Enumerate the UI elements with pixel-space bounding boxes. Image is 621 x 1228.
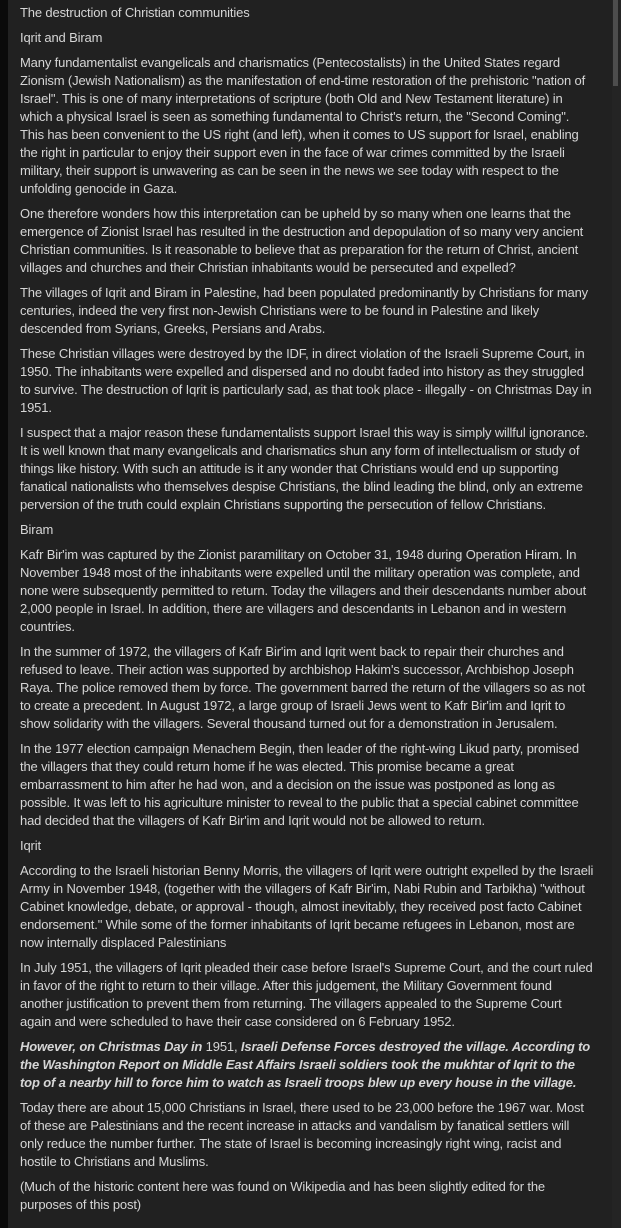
paragraph: One therefore wonders how this interpretation can be upheld by so many when one learns that the emergence of Zionist Israel has resulted in the destruction and depopulation of so many very ancient Christian communities. Is it reasonable to believe that as preparation for the return of Christ, ancient villages and churches and their Christian inhabitants would be persecuted and expelled? [20,206,584,275]
scrollbar-track[interactable] [612,0,621,1228]
paragraph: In the 1977 election campaign Menachem Begin, then leader of the right-wing Likud party, promised the villagers that they could return home if he was elected. This promise became a great embarrassment to him after he had won, and a decision on the issue was postponed as long as possible. It was left to his agriculture minister to reveal to the public that a special cabinet committee had decided that the villagers of Kafr Bir'im and Iqrit would not be allowed to return. [20,741,579,828]
paragraph: These Christian villages were destroyed by the IDF, in direct violation of the Israeli Supreme Court, in 1950. The inhabitants were expelled and dispersed and no doubt faded into history as they struggled to survive. The destruction of Iqrit is particularly sad, as that took place - illegally - on Christmas Day in 1951. [20,346,592,415]
regular-segment: 1951, [205,1039,238,1054]
paragraph: The villages of Iqrit and Biram in Palestine, had been populated predominantly by Christians for many centuries, indeed the very first non-Jewish Christians were to be found in Palestine and likely descended from Syrians, Greeks, Persians and Arabs. [20,285,589,336]
paragraph: I suspect that a major reason these fundamentalists support Israel this way is simply willful ignorance. It is well known that many evangelicals and charismatics shun any form of intellectualism or study of things like history. With such an attitude is it any wonder that Christians would end up supporting fanatical nationalists who themselves despise Christians, the blind leading the blind, only an extreme perversion of the truth could explain Christians supporting the persecution of fellow Christians. [20,425,589,512]
paragraph-emphasized [20,1038,594,1092]
bold-italic-segment: Israeli Defense Forces destroyed the village. According to the Washington Report on Middle East Affairs Israeli soldiers took the mukhtar of Iqrit to the top of a nearby hill to force him to watch as Israeli troops blew up every house in the village. [20,1039,591,1090]
post-body [8,0,608,1214]
paragraph: Today there are about 15,000 Christians in Israel, there used to be 23,000 before the 1967 war. Most of these are Palestinians and the recent increase in attacks and vandalism by fanatical settlers will only reduce the number further. The state of Israel is becoming increasingly right wing, racist and hostile to Christians and Muslims. [20,1100,584,1169]
section-heading-iqrit: Iqrit [20,838,41,853]
post-subtitle: Iqrit and Biram [20,30,103,45]
paragraph: (Much of the historic content here was found on Wikipedia and has been slightly edited for the purposes of this post) [20,1179,545,1212]
section-heading-biram: Biram [20,522,54,537]
scrollbar-thumb[interactable] [613,0,618,86]
paragraph: According to the Israeli historian Benny Morris, the villagers of Iqrit were outright expelled by the Israeli Army in November 1948, (together with the villagers of Kafr Bir'im, Nabi Rubin and Tarbikha) "without Cabinet knowledge, debate, or approval - though, almost inevitably, they received post facto Cabinet endorsement." While some of the former inhabitants of Iqrit became refugees in Lebanon, most are now internally displaced Palestinians [20,863,594,950]
paragraph: Kafr Bir'im was captured by the Zionist paramilitary on October 31, 1948 during Operation Hiram. In November 1948 most of the inhabitants were expelled until the military operation was complete, and none were subsequently permitted to return. Today the villagers and their descendants number about 2,000 people in Israel. In addition, there are villagers and descendants in Lebanon and in western countries. [20,547,587,634]
bold-italic-segment: However, on Christmas Day in [20,1039,206,1054]
post-title: The destruction of Christian communities [20,5,250,20]
paragraph: Many fundamentalist evangelicals and charismatics (Pentecostalists) in the United States regard Zionism (Jewish Nationalism) as the manifestation of end-time restoration of the prehistoric "nation of Israel". This is one of many interpretations of scripture (both Old and New Testament literature) in which a physical Israel is seen as something fundamental to Christ's return, the "Second Coming". This has been convenient to the US right (and left), when it comes to US support for Israel, enabling the right in particular to enjoy their support even in the face of war crimes committed by the Israeli military, their support is unwavering as can be seen in the news we see today with respect to the unfolding genocide in Gaza. [20,55,586,196]
paragraph: In July 1951, the villagers of Iqrit pleaded their case before Israel's Supreme Court, and the court ruled in favor of the right to return to their village. After this judgement, the Military Government found another justification to prevent them from returning. The villagers appealed to the Supreme Court again and were scheduled to have their case considered on 6 February 1952. [20,960,593,1029]
paragraph: In the summer of 1972, the villagers of Kafr Bir'im and Iqrit went back to repair their churches and refused to leave. Their action was supported by archbishop Hakim's successor, Archbishop Joseph Raya. The police removed them by force. The government barred the return of the villagers so as not to create a precedent. In August 1972, a large group of Israeli Jews went to Kafr Bir'im and Iqrit to show solidarity with the villagers. Several thousand turned out for a demonstration in Jerusalem. [20,644,585,731]
left-edge-strip [0,0,8,1228]
